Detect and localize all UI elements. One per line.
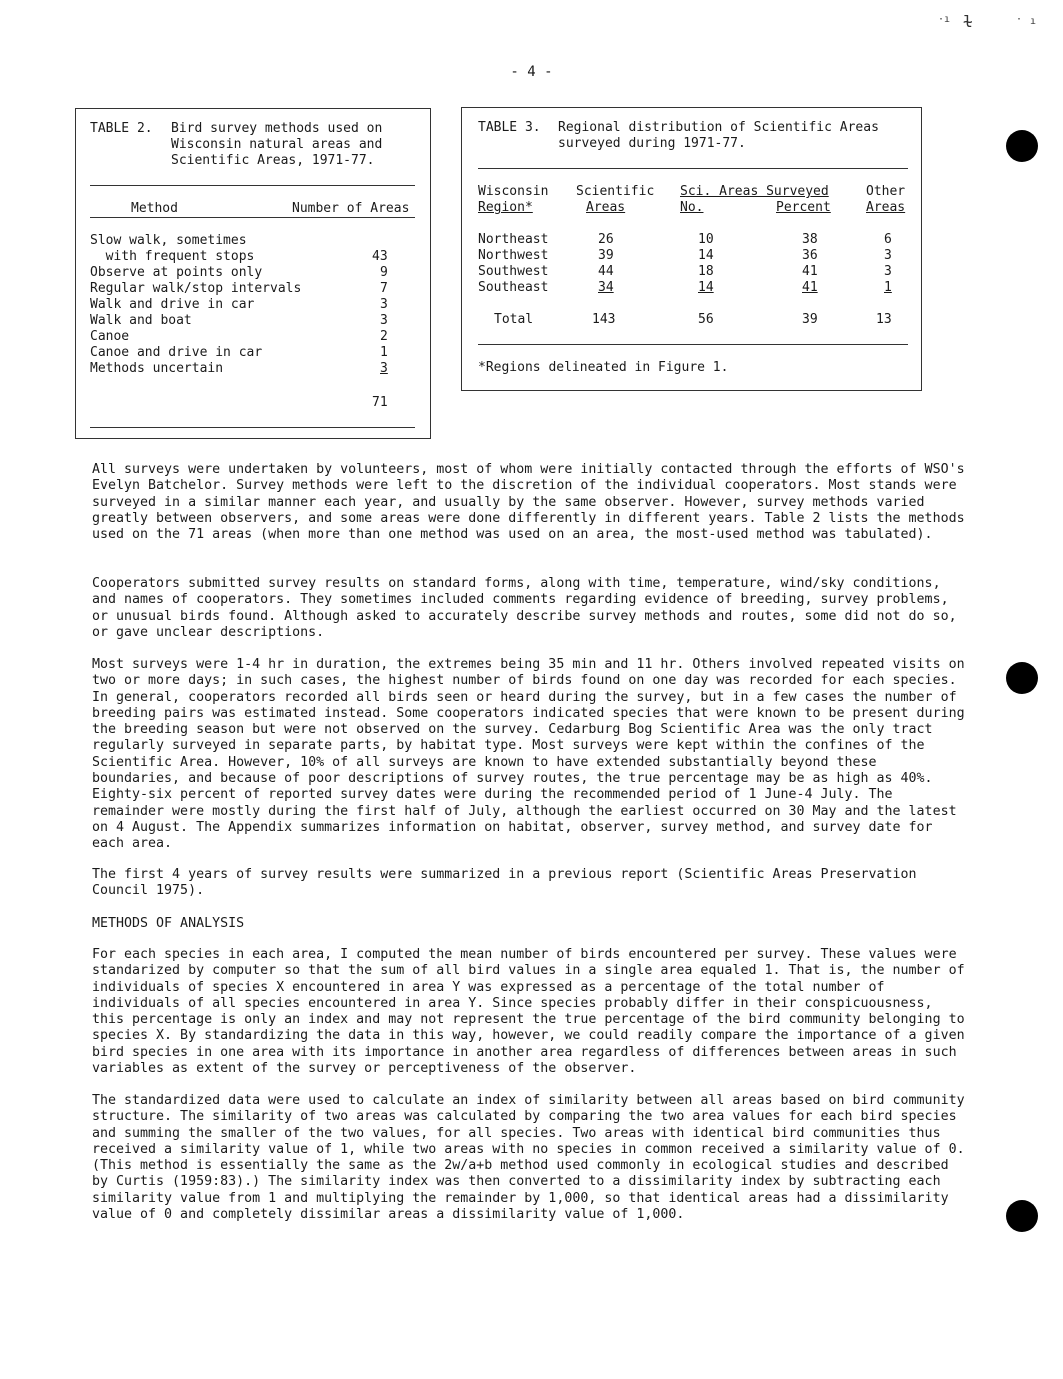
- table-row-count: 1: [380, 345, 388, 360]
- table-row-method: Observe at points only: [90, 265, 263, 280]
- column-header-method: Method: [131, 201, 178, 216]
- table-total-percent: 39: [802, 312, 818, 327]
- column-header-other: Other: [866, 184, 906, 199]
- table-3-label: TABLE 3.: [478, 120, 541, 135]
- column-header-region: Region*: [478, 200, 533, 215]
- table-row-count: 3: [380, 297, 388, 312]
- table-row-method: Canoe and drive in car: [90, 345, 263, 360]
- table-row-region: Southwest: [478, 264, 549, 279]
- table-2: [75, 108, 431, 439]
- table-2-caption-line: Scientific Areas, 1971-77.: [171, 153, 375, 168]
- table-3: [461, 107, 922, 391]
- table-row-no: 14: [698, 248, 714, 263]
- body-paragraph: For each species in each area, I computed the mean number of birds encountered per survey. These values were standarized by computer so that the sum of all bird values in a single area equaled 1. That is, the number of individuals of species X encountered in area Y was expressed as a percentage of the total number of individuals of all species encountered in area Y. Since species probably differ in their conspicuousness, this percentage is only an index and may not represent the true percentage of the bird community belonging to species X. By standardizing the data in this way, however, we could readily compare the importance of a given bird species in one area with its importance in another area regardless of differences between areas in such variables as extent of the survey or perceptiveness of the observer.: [92, 947, 965, 1077]
- body-paragraph: Most surveys were 1-4 hr in duration, the extremes being 35 min and 11 hr. Others involved repeated visits on two or more days; in such cases, the highest number of birds found on one day was recorded for each species. In general, cooperators recorded all birds seen or heard during the survey, but in a few cases the number of breeding pairs was estimated instead. Some cooperators indicated species that were known to be present during the breeding season but were not observed on the survey. Cedarburg Bog Scientific Area was the only tract regularly surveyed in separate parts, by habitat type. Most surveys were kept within the confines of the Scientific Area. However, 10% of all surveys are known to have extended substantially beyond these boundaries, and because of poor descriptions of survey routes, the true percentage may be as high as 40%. Eighty-six percent of reported survey dates were during the recommended period of 1 June-4 July. The remainder were mostly during the first half of July, although the earliest occurred on 30 May and the latest on 4 August. The Appendix summarizes information on habitat, observer, survey method, and survey date for each area.: [92, 657, 965, 852]
- table-2-label: TABLE 2.: [90, 121, 153, 136]
- table-row-no: 10: [698, 232, 714, 247]
- table-row-percent: 36: [802, 248, 818, 263]
- table-2-total: 71: [372, 395, 388, 410]
- section-heading: METHODS OF ANALYSIS: [92, 916, 245, 931]
- column-header-no: No.: [680, 200, 704, 215]
- table-total-region: Total: [494, 312, 534, 327]
- body-paragraph: The standardized data were used to calculate an index of similarity between all areas based on bird community structure. The similarity of two areas was calculated by comparing the two area values for each bird species and summing the smaller of the two values, for all species. Two areas with identical bird communities thus received a similarity value of 1, while two areas with no species in common received a similarity value of 0. (This method is essentially the same as the 2w/a+b method used commonly in ecological studies and described by Curtis (1959:83).) The similarity index was then converted to a dissimilarity index by subtracting each similarity value from 1 and multiplying the remainder by 1,000, so that identical areas had a dissimilarity value of 0 and completely dissimilar areas a dissimilarity value of 1,000.: [92, 1093, 965, 1223]
- table-row-count: 43: [372, 249, 388, 264]
- table-3-caption-line: Regional distribution of Scientific Areas: [558, 120, 879, 135]
- column-header-other: Areas: [866, 200, 906, 215]
- table-3-footnote: *Regions delineated in Figure 1.: [478, 360, 729, 375]
- table-row-percent: 38: [802, 232, 818, 247]
- table-row-method: Methods uncertain: [90, 361, 224, 376]
- table-2-rule: [90, 217, 415, 218]
- table-3-caption-line: surveyed during 1971-77.: [558, 136, 746, 151]
- table-row-region: Southeast: [478, 280, 549, 295]
- speck-mark: ɫ: [963, 12, 973, 31]
- table-row-percent: 41: [802, 264, 818, 279]
- table-2-rule: [90, 427, 415, 428]
- table-row-count: 2: [380, 329, 388, 344]
- table-2-caption-line: Bird survey methods used on: [171, 121, 383, 136]
- table-row-no: 14: [698, 280, 714, 295]
- table-row-count: 7: [380, 281, 388, 296]
- table-row-areas: 34: [598, 280, 614, 295]
- table-row-method: Slow walk, sometimes: [90, 233, 247, 248]
- table-row-other: 3: [884, 264, 892, 279]
- table-row-method: with frequent stops: [90, 249, 255, 264]
- table-3-rule: [478, 168, 908, 169]
- speck-mark: ·: [1016, 14, 1023, 25]
- table-row-region: Northeast: [478, 232, 549, 247]
- table-row-percent: 41: [802, 280, 818, 295]
- table-row-count: 9: [380, 265, 388, 280]
- table-row-areas: 44: [598, 264, 614, 279]
- table-row-method: Canoe: [90, 329, 130, 344]
- table-3-rule: [478, 344, 908, 345]
- table-2-caption-line: Wisconsin natural areas and: [171, 137, 383, 152]
- table-total-other: 13: [876, 312, 892, 327]
- body-paragraph: The first 4 years of survey results were summarized in a previous report (Scientific Areas Preservation Council 1975).: [92, 867, 917, 899]
- table-row-areas: 39: [598, 248, 614, 263]
- table-row-method: Regular walk/stop intervals: [90, 281, 302, 296]
- table-row-region: Northwest: [478, 248, 549, 263]
- body-paragraph: Cooperators submitted survey results on standard forms, along with time, temperature, wind/sky conditions, and names of cooperators. They sometimes included comments regarding evidence of breeding, survey problems, or unusual birds found. Although asked to accurately describe survey methods and routes, some did not do so, or gave unclear descriptions.: [92, 576, 957, 640]
- speck-mark: ı: [1030, 16, 1037, 27]
- column-header-scientific: Scientific: [576, 184, 655, 199]
- table-total-no: 56: [698, 312, 714, 327]
- column-header-surveyed: Sci. Areas Surveyed: [680, 184, 829, 199]
- punch-hole: [1006, 130, 1038, 162]
- table-row-other: 6: [884, 232, 892, 247]
- table-row-count: 3: [380, 313, 388, 328]
- table-row-other: 3: [884, 248, 892, 263]
- table-row-other: 1: [884, 280, 892, 295]
- table-total-areas: 143: [592, 312, 616, 327]
- table-row-areas: 26: [598, 232, 614, 247]
- table-row-method: Walk and drive in car: [90, 297, 255, 312]
- punch-hole: [1006, 662, 1038, 694]
- table-row-count: 3: [380, 361, 388, 376]
- body-paragraph: All surveys were undertaken by volunteers, most of whom were initially contacted through the efforts of WSO's Evelyn Batchelor. Survey methods were left to the discretion of the individual cooperators. Most stands were surveyed in a similar manner each year, and usually by the same observer. However, survey methods varied greatly between observers, and some areas were done differently in different years. Table 2 lists the methods used on the 71 areas (when more than one method was used on an area, the most-used method was tabulated).: [92, 462, 965, 543]
- table-2-rule: [90, 185, 415, 186]
- table-row-no: 18: [698, 264, 714, 279]
- column-header-scientific: Areas: [586, 200, 626, 215]
- speck-mark: ·ı: [938, 14, 951, 25]
- punch-hole: [1006, 1200, 1038, 1232]
- column-header-percent: Percent: [776, 200, 831, 215]
- page-number: - 4 -: [510, 64, 553, 80]
- column-header-region: Wisconsin: [478, 184, 549, 199]
- column-header-number: Number of Areas: [292, 201, 410, 216]
- table-row-method: Walk and boat: [90, 313, 192, 328]
